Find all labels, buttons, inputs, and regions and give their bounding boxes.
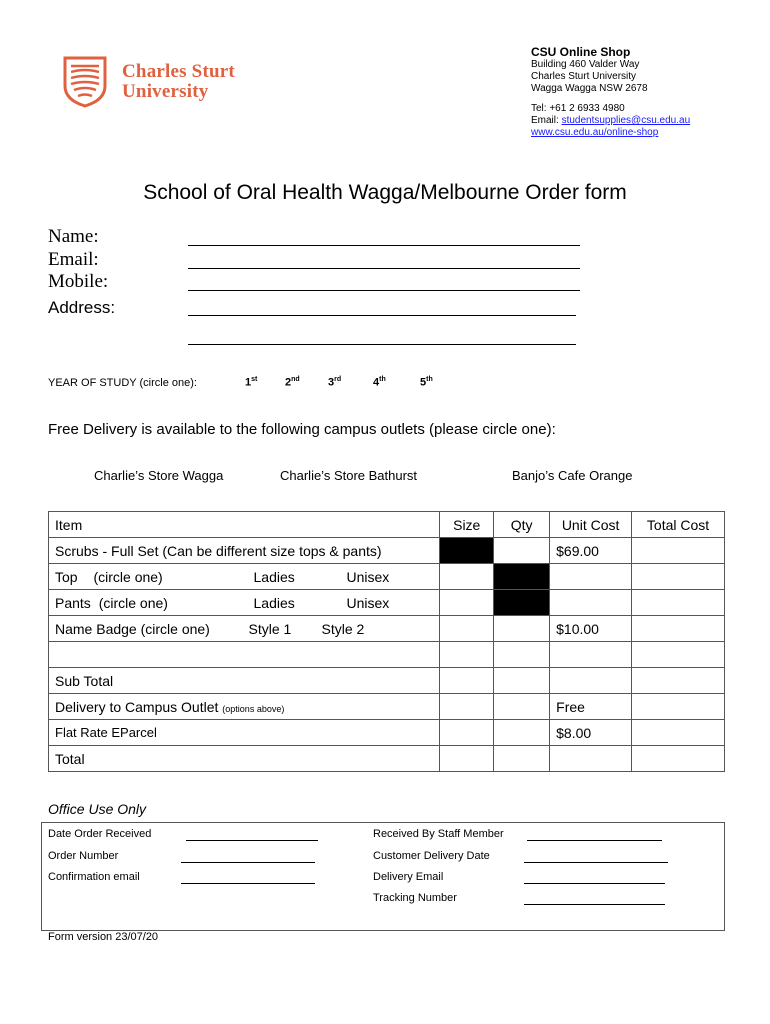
pants-circle-note: (circle one) — [98, 594, 168, 611]
csu-logo — [62, 56, 262, 112]
empty-qty-cell — [494, 642, 550, 668]
address-label: Address: — [48, 298, 116, 317]
logo-wordmark — [122, 62, 235, 102]
empty-size-cell — [440, 642, 494, 668]
header-size: Size — [440, 512, 494, 538]
shop-title: CSU Online Shop — [531, 45, 631, 59]
top-size-cell[interactable] — [440, 564, 494, 590]
year-option-4[interactable] — [373, 376, 386, 389]
email-label: Email: — [48, 249, 99, 270]
pants-label: Pants — [55, 594, 91, 611]
scrubs-label: Scrubs - Full Set (Can be different size tops & pants) — [49, 538, 440, 564]
order-table — [48, 511, 725, 772]
eparcel-qty-cell[interactable] — [494, 720, 550, 746]
shop-website-link[interactable]: www.csu.edu.au/online-shop — [531, 127, 659, 138]
logo-line-1: Charles Sturt — [122, 61, 235, 82]
order-number-label: Order Number — [48, 850, 119, 862]
year-option-3[interactable] — [328, 376, 341, 389]
address-line-1: Building 460 Valder Way — [531, 59, 640, 70]
delivery-email-label: Delivery Email — [373, 871, 444, 883]
pants-qty-blocked — [494, 590, 550, 616]
header-unit-cost: Unit Cost — [550, 512, 632, 538]
delivery-note: (options above) — [222, 703, 285, 714]
badge-qty-cell[interactable] — [494, 616, 550, 642]
badge-label: Name Badge (circle one) — [55, 620, 210, 637]
header-qty: Qty — [494, 512, 550, 538]
outlet-orange[interactable]: Banjo’s Cafe Orange — [512, 468, 633, 483]
date-received-field[interactable] — [186, 840, 318, 841]
shop-contact — [531, 46, 690, 139]
form-title: School of Oral Health Wagga/Melbourne Order form — [143, 181, 627, 204]
shop-email-row — [531, 115, 690, 127]
subtotal-size-cell — [440, 668, 494, 694]
email-prefix: Email: — [531, 115, 562, 126]
outlet-bathurst[interactable]: Charlie’s Store Bathurst — [280, 468, 418, 483]
badge-size-cell — [440, 616, 494, 642]
table-row-subtotal — [49, 668, 725, 694]
table-row-empty — [49, 642, 725, 668]
date-received-label: Date Order Received — [48, 828, 152, 840]
year-option-1[interactable] — [245, 376, 257, 389]
year-1-num: 1 — [245, 376, 252, 389]
year-4-num: 4 — [373, 376, 380, 389]
table-row-eparcel — [49, 720, 725, 746]
badge-option-style2[interactable]: Style 2 — [321, 620, 365, 637]
total-qty-cell — [494, 746, 550, 772]
email-field[interactable] — [188, 268, 580, 269]
delivery-instructions: Free Delivery is available to the following campus outlets (please circle one): — [48, 421, 556, 438]
empty-unit-cell — [550, 642, 632, 668]
csu-crest-icon — [62, 56, 108, 108]
received-by-label: Received By Staff Member — [373, 828, 504, 840]
name-field[interactable] — [188, 245, 580, 246]
total-total-cell[interactable] — [632, 746, 725, 772]
logo-line-2: University — [122, 81, 209, 102]
subtotal-total-cell[interactable] — [632, 668, 725, 694]
badge-cell — [49, 616, 440, 642]
badge-price: $10.00 — [550, 616, 632, 642]
eparcel-total-cell[interactable] — [632, 720, 725, 746]
subtotal-unit-cell — [550, 668, 632, 694]
total-unit-cell — [550, 746, 632, 772]
table-row-pants — [49, 590, 725, 616]
table-row-badge — [49, 616, 725, 642]
address-field-1[interactable] — [188, 315, 576, 316]
year-of-study-label: YEAR OF STUDY (circle one): — [48, 377, 197, 389]
delivery-size-cell — [440, 694, 494, 720]
eparcel-size-cell — [440, 720, 494, 746]
table-row-total — [49, 746, 725, 772]
table-row-scrubs — [49, 538, 725, 564]
customer-delivery-date-field[interactable] — [524, 862, 668, 863]
pants-option-unisex[interactable]: Unisex — [346, 594, 390, 611]
year-1-sup: st — [251, 376, 258, 383]
top-qty-blocked — [494, 564, 550, 590]
name-label: Name: — [48, 226, 99, 247]
year-5-num: 5 — [420, 376, 427, 389]
delivery-cell — [49, 694, 440, 720]
scrubs-total-cell[interactable] — [632, 538, 725, 564]
shop-email-link[interactable]: studentsupplies@csu.edu.au — [561, 115, 691, 126]
badge-total-cell[interactable] — [632, 616, 725, 642]
confirmation-email-label: Confirmation email — [48, 871, 140, 883]
table-row-top — [49, 564, 725, 590]
subtotal-qty-cell — [494, 668, 550, 694]
pants-option-ladies[interactable]: Ladies — [253, 594, 295, 611]
year-3-sup: rd — [334, 376, 342, 383]
header-total-cost: Total Cost — [632, 512, 725, 538]
eparcel-label: Flat Rate EParcel — [49, 720, 440, 746]
eparcel-price: $8.00 — [550, 720, 632, 746]
pants-cell — [49, 590, 440, 616]
mobile-label: Mobile: — [48, 271, 109, 292]
year-2-num: 2 — [285, 376, 292, 389]
delivery-total-cell[interactable] — [632, 694, 725, 720]
top-option-unisex[interactable]: Unisex — [346, 568, 390, 585]
year-5-sup: th — [426, 376, 433, 383]
year-4-sup: th — [379, 376, 386, 383]
office-use-title: Office Use Only — [48, 801, 147, 817]
top-circle-note: (circle one) — [93, 568, 163, 585]
scrubs-qty-cell[interactable] — [494, 538, 550, 564]
year-option-5[interactable] — [420, 376, 433, 389]
confirmation-email-field[interactable] — [181, 883, 315, 884]
pants-unit-cell — [550, 590, 632, 616]
header-item: Item — [49, 512, 440, 538]
form-version: Form version 23/07/20 — [48, 931, 159, 943]
received-by-field[interactable] — [527, 840, 662, 841]
badge-option-style1[interactable]: Style 1 — [248, 620, 292, 637]
pants-size-cell[interactable] — [440, 590, 494, 616]
subtotal-label: Sub Total — [49, 668, 440, 694]
outlet-wagga[interactable]: Charlie’s Store Wagga — [94, 468, 224, 483]
scrubs-price: $69.00 — [550, 538, 632, 564]
tracking-number-label: Tracking Number — [373, 892, 457, 904]
top-label: Top — [55, 568, 78, 585]
shop-tel: Tel: +61 2 6933 4980 — [531, 103, 625, 114]
top-option-ladies[interactable]: Ladies — [253, 568, 295, 585]
top-cell — [49, 564, 440, 590]
total-label: Total — [49, 746, 440, 772]
address-line-2: Charles Sturt University — [531, 71, 637, 82]
top-total-cell — [632, 564, 725, 590]
table-header-row — [49, 512, 725, 538]
delivery-email-field[interactable] — [524, 883, 665, 884]
tracking-number-field[interactable] — [524, 904, 665, 905]
pants-total-cell — [632, 590, 725, 616]
delivery-qty-cell[interactable] — [494, 694, 550, 720]
table-row-delivery — [49, 694, 725, 720]
address-field-2[interactable] — [188, 344, 576, 345]
total-size-cell — [440, 746, 494, 772]
year-option-2[interactable] — [285, 376, 300, 389]
year-3-num: 3 — [328, 376, 335, 389]
top-unit-cell — [550, 564, 632, 590]
scrubs-size-blocked — [440, 538, 494, 564]
empty-item-cell — [49, 642, 440, 668]
delivery-label: Delivery to Campus Outlet — [55, 698, 223, 715]
customer-delivery-date-label: Customer Delivery Date — [373, 850, 490, 862]
mobile-field[interactable] — [188, 290, 580, 291]
empty-total-cell — [632, 642, 725, 668]
delivery-price: Free — [550, 694, 632, 720]
year-2-sup: nd — [291, 376, 300, 383]
order-number-field[interactable] — [181, 862, 315, 863]
address-line-3: Wagga Wagga NSW 2678 — [531, 83, 648, 94]
